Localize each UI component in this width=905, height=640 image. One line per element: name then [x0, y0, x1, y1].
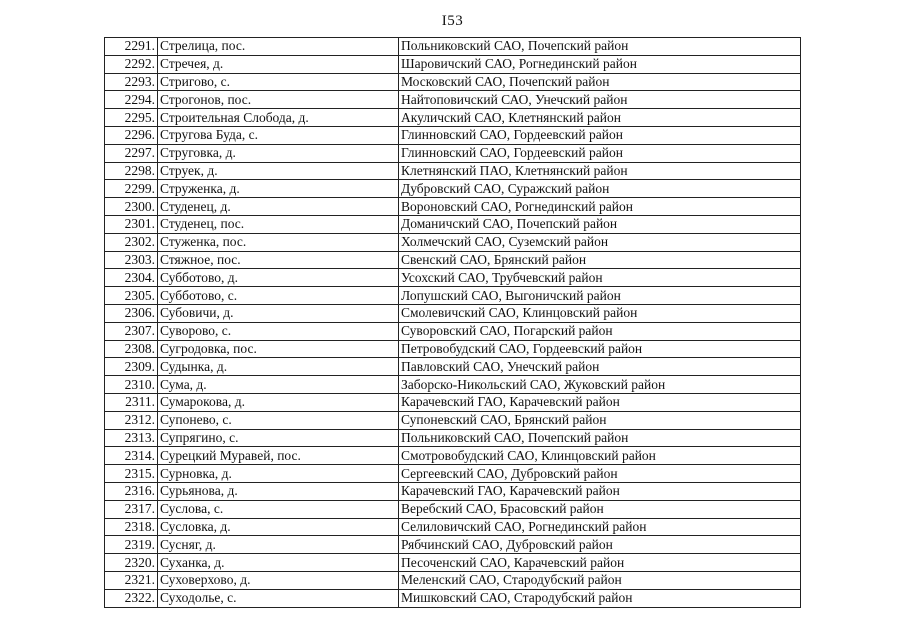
row-number: 2319.: [105, 536, 158, 554]
table-row: [105, 287, 801, 305]
table-row: [105, 109, 801, 127]
district-name: Заборско-Никольский САО, Жуковский район: [399, 376, 801, 394]
settlement-name: Строгонов, пос.: [158, 91, 399, 109]
settlement-name: Суханка, д.: [158, 554, 399, 572]
district-name: Селиловичский САО, Рогнединский район: [399, 518, 801, 536]
table-row: [105, 304, 801, 322]
district-name: Акуличский САО, Клетнянский район: [399, 109, 801, 127]
district-name: Петровобудский САО, Гордеевский район: [399, 340, 801, 358]
table-row: [105, 233, 801, 251]
settlement-name: Супонево, с.: [158, 411, 399, 429]
settlement-name: Субботово, д.: [158, 269, 399, 287]
district-name: Доманичский САО, Почепский район: [399, 215, 801, 233]
district-name: Сергеевский САО, Дубровский район: [399, 465, 801, 483]
row-number: 2316.: [105, 482, 158, 500]
district-name: Павловский САО, Унечский район: [399, 358, 801, 376]
district-name: Клетнянский ПАО, Клетнянский район: [399, 162, 801, 180]
row-number: 2320.: [105, 554, 158, 572]
table-row: [105, 500, 801, 518]
table-row: [105, 482, 801, 500]
table-row: [105, 198, 801, 216]
row-number: 2296.: [105, 126, 158, 144]
settlement-name: Сурновка, д.: [158, 465, 399, 483]
table-row: [105, 518, 801, 536]
settlement-name: Судынка, д.: [158, 358, 399, 376]
row-number: 2311.: [105, 393, 158, 411]
row-number: 2293.: [105, 73, 158, 91]
settlement-name: Стрелица, пос.: [158, 38, 399, 56]
district-name: Холмечский САО, Суземский район: [399, 233, 801, 251]
row-number: 2302.: [105, 233, 158, 251]
table-row: [105, 429, 801, 447]
row-number: 2297.: [105, 144, 158, 162]
table-row: [105, 447, 801, 465]
district-name: Вороновский САО, Рогнединский район: [399, 198, 801, 216]
row-number: 2317.: [105, 500, 158, 518]
settlement-name: Сурьянова, д.: [158, 482, 399, 500]
row-number: 2298.: [105, 162, 158, 180]
row-number: 2301.: [105, 215, 158, 233]
table-row: [105, 55, 801, 73]
table-row: [105, 358, 801, 376]
row-number: 2295.: [105, 109, 158, 127]
district-name: Песоченский САО, Карачевский район: [399, 554, 801, 572]
district-name: Свенский САО, Брянский район: [399, 251, 801, 269]
table-row: [105, 322, 801, 340]
row-number: 2313.: [105, 429, 158, 447]
row-number: 2303.: [105, 251, 158, 269]
table-row: [105, 340, 801, 358]
district-name: Суворовский САО, Погарский район: [399, 322, 801, 340]
table-row: [105, 536, 801, 554]
row-number: 2294.: [105, 91, 158, 109]
settlement-name: Студенец, д.: [158, 198, 399, 216]
district-name: Польниковский САО, Почепский район: [399, 38, 801, 56]
settlement-name: Струженка, д.: [158, 180, 399, 198]
settlement-name: Сума, д.: [158, 376, 399, 394]
district-name: Смолевичский САО, Клинцовский район: [399, 304, 801, 322]
row-number: 2299.: [105, 180, 158, 198]
district-name: Глинновский САО, Гордеевский район: [399, 144, 801, 162]
row-number: 2307.: [105, 322, 158, 340]
table-row: [105, 571, 801, 589]
settlement-name: Супрягино, с.: [158, 429, 399, 447]
settlement-name: Струговка, д.: [158, 144, 399, 162]
settlement-name: Стригово, с.: [158, 73, 399, 91]
settlement-name: Субботово, с.: [158, 287, 399, 305]
settlement-name: Стяжное, пос.: [158, 251, 399, 269]
district-name: Смотровобудский САО, Клинцовский район: [399, 447, 801, 465]
table-row: [105, 269, 801, 287]
table-row: [105, 589, 801, 607]
district-name: Веребский САО, Брасовский район: [399, 500, 801, 518]
row-number: 2305.: [105, 287, 158, 305]
district-name: Мишковский САО, Стародубский район: [399, 589, 801, 607]
row-number: 2310.: [105, 376, 158, 394]
settlement-name: Суслова, с.: [158, 500, 399, 518]
row-number: 2314.: [105, 447, 158, 465]
district-name: Карачевский ГАО, Карачевский район: [399, 393, 801, 411]
table-row: [105, 376, 801, 394]
settlement-name: Стуженка, пос.: [158, 233, 399, 251]
table-row: [105, 38, 801, 56]
row-number: 2315.: [105, 465, 158, 483]
settlement-name: Строительная Слобода, д.: [158, 109, 399, 127]
district-name: Глинновский САО, Гордеевский район: [399, 126, 801, 144]
table-row: [105, 465, 801, 483]
district-name: Московский САО, Почепский район: [399, 73, 801, 91]
settlement-name: Сусловка, д.: [158, 518, 399, 536]
district-name: Супоневский САО, Брянский район: [399, 411, 801, 429]
settlement-name: Студенец, пос.: [158, 215, 399, 233]
table-row: [105, 251, 801, 269]
settlement-name: Суходолье, с.: [158, 589, 399, 607]
settlement-name: Сумарокова, д.: [158, 393, 399, 411]
row-number: 2292.: [105, 55, 158, 73]
district-name: Польниковский САО, Почепский район: [399, 429, 801, 447]
district-name: Найтоповичский САО, Унечский район: [399, 91, 801, 109]
settlement-name: Суворово, с.: [158, 322, 399, 340]
settlement-name: Субовичи, д.: [158, 304, 399, 322]
table-row: [105, 73, 801, 91]
row-number: 2306.: [105, 304, 158, 322]
row-number: 2312.: [105, 411, 158, 429]
table-row: [105, 144, 801, 162]
table-row: [105, 554, 801, 572]
district-name: Дубровский САО, Суражский район: [399, 180, 801, 198]
settlement-name: Струек, д.: [158, 162, 399, 180]
district-name: Шаровичский САО, Рогнединский район: [399, 55, 801, 73]
row-number: 2300.: [105, 198, 158, 216]
row-number: 2318.: [105, 518, 158, 536]
row-number: 2291.: [105, 38, 158, 56]
table-row: [105, 126, 801, 144]
settlement-name: Суховерхово, д.: [158, 571, 399, 589]
district-name: Карачевский ГАО, Карачевский район: [399, 482, 801, 500]
district-name: Меленский САО, Стародубский район: [399, 571, 801, 589]
settlement-name: Стругова Буда, с.: [158, 126, 399, 144]
district-name: Усохский САО, Трубчевский район: [399, 269, 801, 287]
settlement-name: Сусняг, д.: [158, 536, 399, 554]
row-number: 2309.: [105, 358, 158, 376]
table-row: [105, 180, 801, 198]
table-row: [105, 91, 801, 109]
table-row: [105, 393, 801, 411]
settlement-name: Сугродовка, пос.: [158, 340, 399, 358]
table-row: [105, 162, 801, 180]
row-number: 2321.: [105, 571, 158, 589]
district-name: Лопушский САО, Выгоничский район: [399, 287, 801, 305]
table-body: [105, 38, 801, 608]
district-name: Рябчинский САО, Дубровский район: [399, 536, 801, 554]
row-number: 2322.: [105, 589, 158, 607]
settlement-name: Сурецкий Муравей, пос.: [158, 447, 399, 465]
table-row: [105, 411, 801, 429]
page-number: I53: [441, 13, 464, 29]
row-number: 2308.: [105, 340, 158, 358]
settlement-name: Стречея, д.: [158, 55, 399, 73]
table-row: [105, 215, 801, 233]
row-number: 2304.: [105, 269, 158, 287]
settlements-table: [104, 37, 801, 608]
